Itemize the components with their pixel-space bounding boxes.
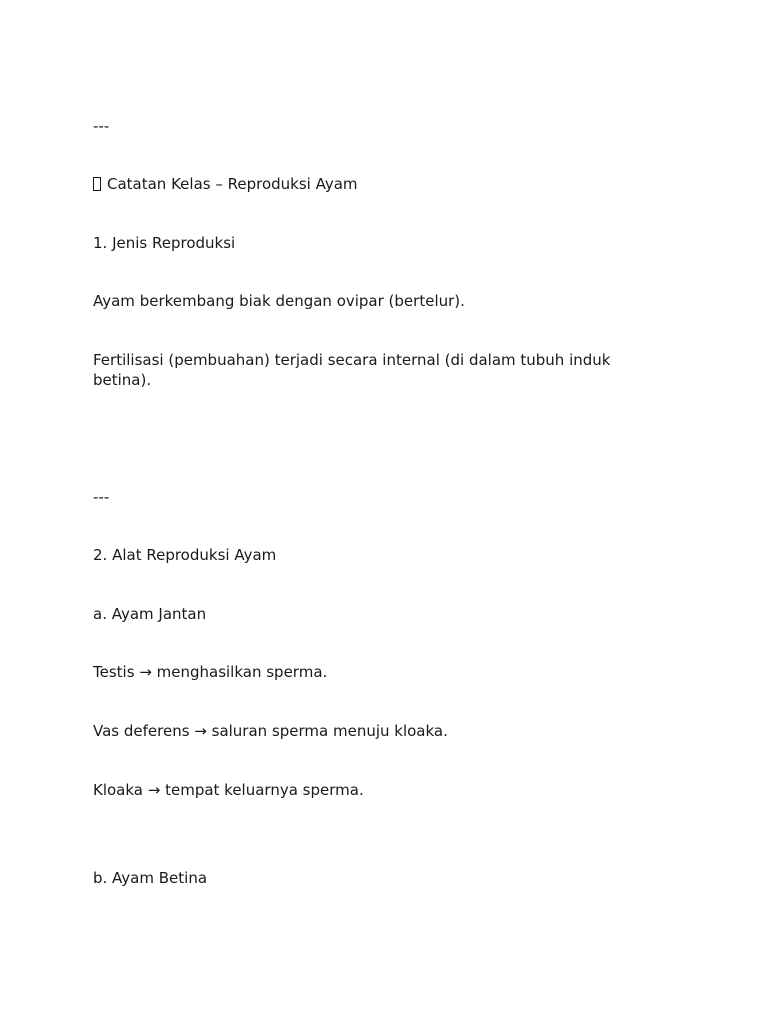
list-item-kloaka: Kloaka → tempat keluarnya sperma. bbox=[93, 781, 364, 799]
list-item-vas-deferens: Vas deferens → saluran sperma menuju kloaka. bbox=[93, 722, 448, 740]
page-title bbox=[93, 174, 653, 194]
paragraph-ovipar: Ayam berkembang biak dengan ovipar (bertelur). bbox=[93, 292, 465, 310]
missing-glyph-icon bbox=[93, 177, 101, 191]
list-item-testis: Testis → menghasilkan sperma. bbox=[93, 663, 328, 681]
page-title-text: Catatan Kelas – Reproduksi Ayam bbox=[107, 175, 358, 193]
section-heading-jenis-reproduksi: 1. Jenis Reproduksi bbox=[93, 234, 236, 252]
separator-line: --- bbox=[93, 117, 110, 135]
subsection-heading-ayam-jantan: a. Ayam Jantan bbox=[93, 605, 207, 623]
paragraph-fertilisasi: Fertilisasi (pembuahan) terjadi secara internal (di dalam tubuh induk betina). bbox=[93, 351, 616, 389]
section-heading-alat-reproduksi: 2. Alat Reproduksi Ayam bbox=[93, 546, 277, 564]
separator-line: --- bbox=[93, 488, 110, 506]
subsection-heading-ayam-betina: b. Ayam Betina bbox=[93, 869, 208, 887]
